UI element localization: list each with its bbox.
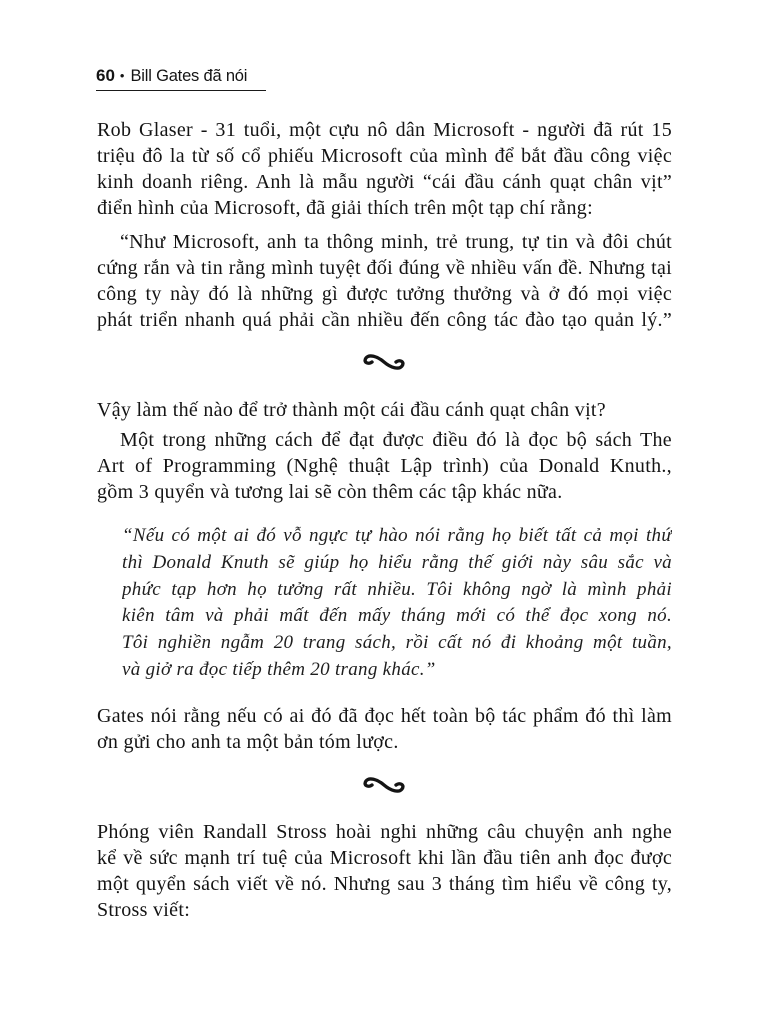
paragraph-line: Gates nói rằng nếu có ai đó đã đọc hết toàn bộ tác phẩm đó thì làm	[97, 705, 672, 727]
paragraph-line: Một trong những cách để đạt được điều đó là đọc bộ sách The	[120, 429, 672, 451]
paragraph-line: Vậy làm thế nào để trở thành một cái đầu cánh quạt chân vịt?	[97, 399, 606, 421]
paragraph-question	[97, 397, 672, 423]
paragraph-line: Phóng viên Randall Stross hoài nghi những câu chuyện anh nghe	[97, 821, 672, 843]
paragraph-line: công ty này đó là những gì được tưởng thưởng và ở đó mọi việc	[97, 283, 672, 305]
paragraph-line: một quyển sách viết về nó. Nhưng sau 3 tháng tìm hiểu về công ty,	[97, 873, 672, 895]
paragraph-line: “Như Microsoft, anh ta thông minh, trẻ trung, tự tin và đôi chút	[120, 231, 672, 253]
swirl-ornament-icon	[360, 775, 408, 795]
paragraph-gates	[97, 703, 672, 755]
paragraph-line: điển hình của Microsoft, đã giải thích trên một tạp chí rằng:	[97, 197, 593, 219]
paragraph-line: phát triển nhanh quá phải cần nhiều đến công tác đào tạo quản lý.”	[97, 309, 672, 331]
paragraph-rob-glaser	[97, 117, 672, 221]
page-number: 60	[96, 66, 115, 85]
paragraph-line: kinh doanh riêng. Anh là mẫu người “cái đầu cánh quạt chân vịt”	[97, 171, 672, 193]
paragraph-line: triệu đô la từ số cổ phiếu Microsoft của mình để bắt đầu công việc	[97, 145, 672, 167]
paragraph-stross	[97, 819, 672, 923]
paragraph-line: gồm 3 quyển và tương lai sẽ còn thêm các tập khác nữa.	[97, 481, 563, 503]
running-header	[96, 62, 266, 91]
quote-line: “Nếu có một ai đó vỗ ngực tự hào nói rằng họ biết tất cả mọi thứ	[122, 525, 672, 546]
block-quote	[122, 523, 672, 684]
quote-line: Tôi nghiền ngẫm 20 trang sách, rồi cất nó đi khoảng một tuần,	[122, 632, 672, 654]
paragraph-line: Stross viết:	[97, 899, 191, 921]
paragraph-line: kể về sức mạnh trí tuệ của Microsoft khi lần đầu tiên anh đọc được	[97, 847, 672, 869]
header-bullet: •	[119, 68, 125, 83]
quote-line: kiên tâm và phải mất đến mấy tháng mới có thể đọc xong nó.	[122, 605, 672, 627]
quote-line: và giở ra đọc tiếp thêm 20 trang khác.”	[122, 658, 436, 680]
quote-line: thì Donald Knuth sẽ giúp họ hiểu rằng thế giới này sâu sắc và	[122, 551, 672, 573]
paragraph-line: Art of Programming (Nghệ thuật Lập trình) của Donald Knuth.,	[97, 455, 672, 477]
quote-line: phức tạp hơn họ tưởng rất nhiều. Tôi không ngờ là mình phải	[122, 578, 672, 600]
paragraph-line: cứng rắn và tin rằng mình tuyệt đối đúng về nhiều vấn đề. Nhưng tại	[97, 257, 672, 279]
paragraph-line: ơn gửi cho anh ta một bản tóm lược.	[97, 731, 399, 753]
running-title: Bill Gates đã nói	[130, 67, 248, 85]
swirl-ornament-icon	[360, 352, 408, 372]
paragraph-line: Rob Glaser - 31 tuổi, một cựu nô dân Microsoft - người đã rút 15	[97, 119, 672, 141]
paragraph-glaser-quote	[97, 229, 672, 333]
paragraph-knuth	[97, 427, 672, 505]
